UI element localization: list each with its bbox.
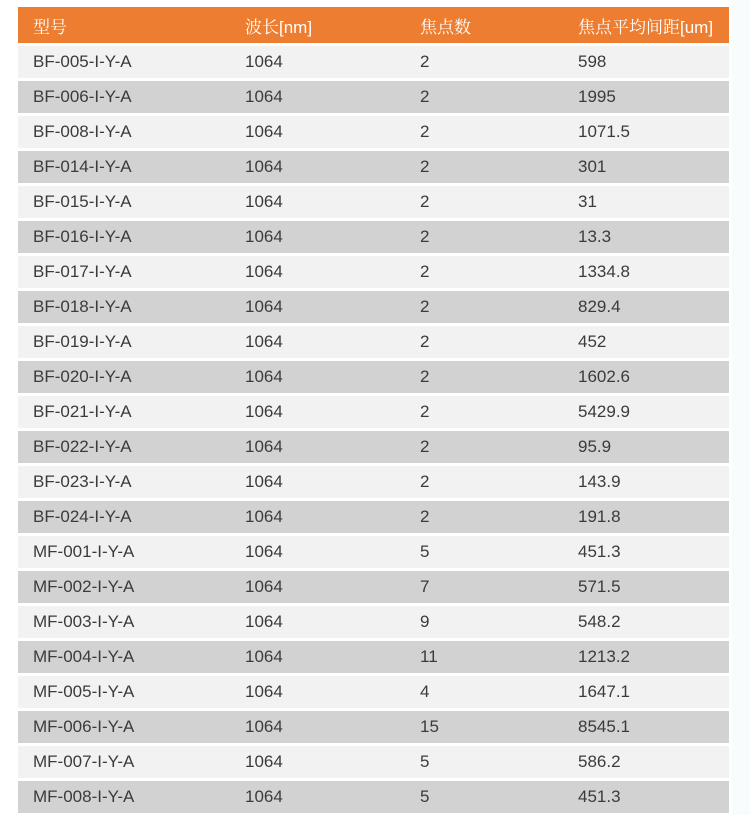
table-row [18,46,729,78]
cell-average-spacing: 8545.1 [578,717,630,736]
cell-model: BF-005-I-Y-A [33,52,132,71]
cell-wavelength: 1064 [245,542,283,561]
cell-average-spacing: 1213.2 [578,647,630,666]
cell-focus-count: 2 [420,122,430,141]
cell-focus-count: 5 [420,542,430,561]
cell-model: MF-004-I-Y-A [33,647,135,666]
cell-model: BF-016-I-Y-A [33,227,132,246]
cell-focus-count: 11 [420,647,438,666]
cell-average-spacing: 829.4 [578,297,621,316]
cell-focus-count: 5 [420,787,430,806]
cell-average-spacing: 586.2 [578,752,621,771]
cell-wavelength: 1064 [245,507,283,526]
table-row [18,711,729,743]
cell-wavelength: 1064 [245,577,283,596]
cell-wavelength: 1064 [245,367,283,386]
table-row [18,431,729,463]
table-row [18,571,729,603]
table-row [18,361,729,393]
cell-focus-count: 15 [420,717,439,736]
table-row [18,326,729,358]
cell-wavelength: 1064 [245,262,283,281]
cell-average-spacing: 31 [578,192,597,211]
cell-model: BF-024-I-Y-A [33,507,132,526]
cell-average-spacing: 451.3 [578,787,621,806]
cell-wavelength: 1064 [245,437,283,456]
cell-average-spacing: 5429.9 [578,402,630,421]
cell-focus-count: 2 [420,227,430,246]
cell-model: BF-006-I-Y-A [33,87,132,106]
table-row [18,781,729,813]
table-row [18,221,729,253]
cell-wavelength: 1064 [245,52,283,71]
cell-model: MF-002-I-Y-A [33,577,135,596]
table-row [18,116,729,148]
cell-model: MF-005-I-Y-A [33,682,135,701]
cell-focus-count: 2 [420,332,430,351]
cell-model: BF-008-I-Y-A [33,122,132,141]
cell-model: BF-018-I-Y-A [33,297,132,316]
table-row [18,606,729,638]
cell-average-spacing: 451.3 [578,542,621,561]
cell-wavelength: 1064 [245,297,283,316]
cell-model: MF-006-I-Y-A [33,717,135,736]
cell-focus-count: 2 [420,437,430,456]
cell-focus-count: 4 [420,682,430,701]
cell-model: BF-019-I-Y-A [33,332,132,351]
column-header-average-spacing: 焦点平均间距[um] [578,17,714,37]
cell-average-spacing: 301 [578,157,607,176]
table-row [18,536,729,568]
column-header-model: 型号 [33,17,67,37]
cell-focus-count: 2 [420,52,430,71]
cell-model: BF-017-I-Y-A [33,262,132,281]
cell-wavelength: 1064 [245,87,283,106]
cell-focus-count: 2 [420,192,430,211]
cell-wavelength: 1064 [245,717,283,736]
cell-average-spacing: 1071.5 [578,122,630,141]
cell-focus-count: 7 [420,577,430,596]
table-row [18,501,729,533]
cell-focus-count: 2 [420,402,430,421]
cell-model: MF-001-I-Y-A [33,542,135,561]
cell-average-spacing: 1995 [578,87,616,106]
cell-model: BF-020-I-Y-A [33,367,132,386]
cell-focus-count: 2 [420,297,430,316]
cell-focus-count: 9 [420,612,430,631]
table-body [18,46,729,813]
table-row [18,676,729,708]
cell-average-spacing: 571.5 [578,577,621,596]
cell-focus-count: 5 [420,752,430,771]
cell-wavelength: 1064 [245,787,283,806]
cell-average-spacing: 191.8 [578,507,621,526]
cell-focus-count: 2 [420,157,430,176]
cell-focus-count: 2 [420,87,430,106]
cell-model: BF-023-I-Y-A [33,472,132,491]
cell-average-spacing: 1647.1 [578,682,630,701]
cell-average-spacing: 95.9 [578,437,612,456]
cell-average-spacing: 1602.6 [578,367,630,386]
cell-wavelength: 1064 [245,752,283,771]
cell-focus-count: 2 [420,507,430,526]
cell-wavelength: 1064 [245,647,283,666]
table-row [18,466,729,498]
cell-wavelength: 1064 [245,332,283,351]
cell-wavelength: 1064 [245,192,283,211]
table-row [18,186,729,218]
cell-model: BF-014-I-Y-A [33,157,132,176]
cell-wavelength: 1064 [245,682,283,701]
cell-average-spacing: 548.2 [578,612,621,631]
table-row [18,746,729,778]
cell-wavelength: 1064 [245,612,283,631]
table-header-row [18,7,729,43]
cell-focus-count: 2 [420,262,430,281]
table-row [18,81,729,113]
cell-model: BF-015-I-Y-A [33,192,132,211]
column-header-focus-count: 焦点数 [420,17,471,37]
cell-wavelength: 1064 [245,122,283,141]
table-row [18,396,729,428]
cell-average-spacing: 598 [578,52,607,71]
cell-model: MF-007-I-Y-A [33,752,135,771]
cell-wavelength: 1064 [245,227,283,246]
product-spec-table [18,7,729,813]
cell-model: BF-021-I-Y-A [33,402,132,421]
cell-model: MF-003-I-Y-A [33,612,135,631]
table-row [18,291,729,323]
table-row [18,641,729,673]
cell-wavelength: 1064 [245,157,283,176]
cell-wavelength: 1064 [245,402,283,421]
table-row [18,256,729,288]
cell-average-spacing: 13.3 [578,227,612,246]
cell-average-spacing: 452 [578,332,607,351]
cell-focus-count: 2 [420,472,430,491]
cell-focus-count: 2 [420,367,430,386]
cell-model: BF-022-I-Y-A [33,437,132,456]
cell-wavelength: 1064 [245,472,283,491]
cell-average-spacing: 1334.8 [578,262,630,281]
column-header-wavelength: 波长[nm] [245,17,313,37]
table-row [18,151,729,183]
cell-model: MF-008-I-Y-A [33,787,135,806]
cell-average-spacing: 143.9 [578,472,621,491]
